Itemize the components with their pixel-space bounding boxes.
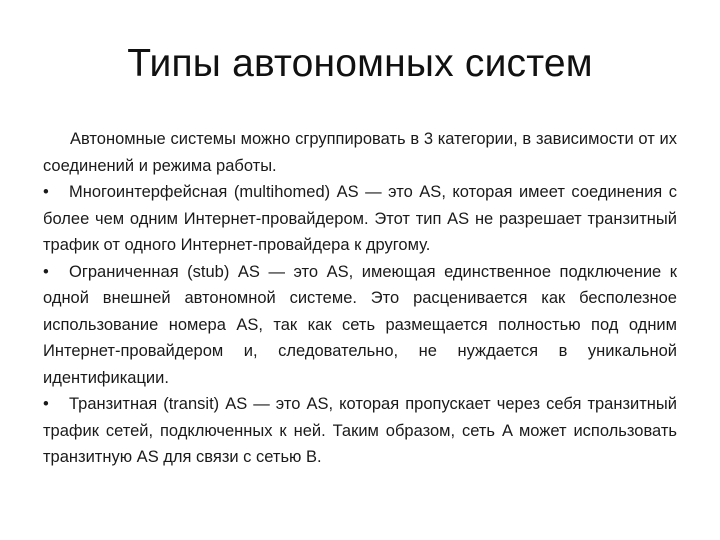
bullet-marker: • xyxy=(43,262,49,281)
bullet-text: Многоинтерфейсная (multihomed) AS — это AS, которая имеет соединения с более чем одним Интернет-провайдером. Этот тип AS не разрешает транзитный трафик от одного Интернет-провайдера к другому. xyxy=(43,183,677,254)
bullet-item-stub xyxy=(43,259,677,392)
bullet-text: Ограниченная (stub) AS — это AS, имеющая единственное подключение к одной внешней автономной системе. Это расценивается как бесполезное использование номера AS, так как сеть размещается полностью под одним Интернет-провайдером и, следовательно, не нуждается в уникальной идентификации. xyxy=(43,262,677,387)
slide-body xyxy=(43,126,677,471)
bullet-text: Транзитная (transit) AS — это AS, которая пропускает через себя транзитный трафик сетей, подключенных к ней. Таким образом, сеть A может использовать транзитную AS для связи с сетью B. xyxy=(43,395,677,466)
bullet-marker: • xyxy=(43,395,49,413)
bullet-item-multihomed xyxy=(43,179,677,259)
slide-title: Типы автономных систем xyxy=(127,42,593,85)
bullet-marker: • xyxy=(43,183,49,201)
bullet-item-transit xyxy=(43,391,677,471)
intro-paragraph: Автономные системы можно сгруппировать в 3 категории, в зависимости от их соединений и режима работы. xyxy=(43,130,677,175)
